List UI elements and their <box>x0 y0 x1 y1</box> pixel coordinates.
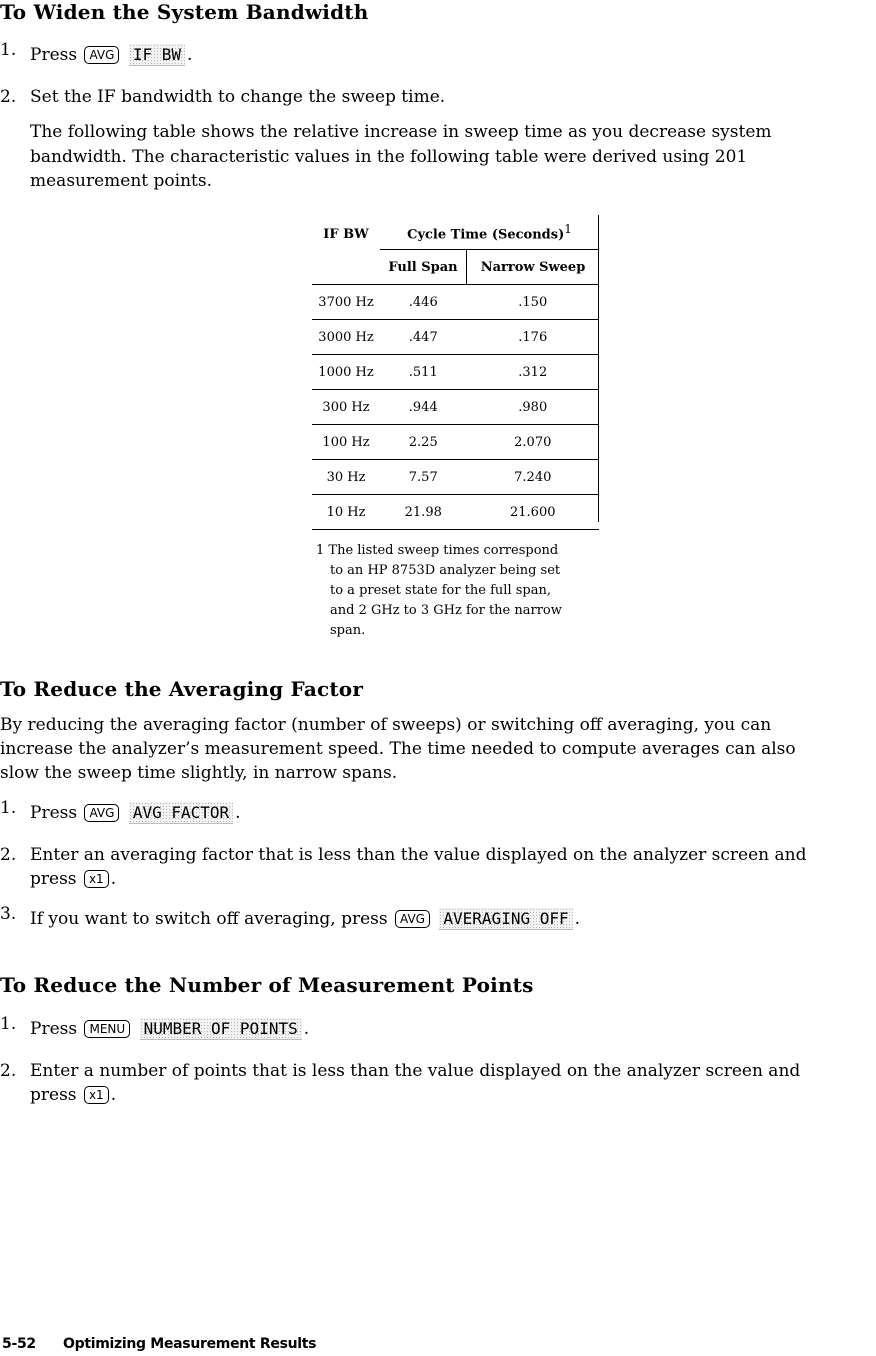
step-text: If you want to switch off averaging, press <box>30 909 388 929</box>
paragraph-line: By reducing the averaging factor (number of sweeps) or switching off averaging, you can <box>0 715 772 735</box>
step-end: . <box>303 1019 310 1039</box>
paragraph-line: slow the sweep time slightly, in narrow spans. <box>0 763 398 783</box>
avg-hardkey[interactable]: AVG <box>84 804 119 822</box>
step-press-x1 <box>30 869 116 889</box>
cell-bw: 30 Hz <box>312 460 380 495</box>
step-number: 2. <box>0 87 17 107</box>
step-number: 1. <box>0 1014 17 1034</box>
step-press-x1 <box>30 1085 116 1105</box>
avg-factor-softkey[interactable]: AVG FACTOR <box>129 802 233 824</box>
paragraph-line: increase the analyzer’s measurement speed. The time needed to compute averages can also <box>0 739 796 759</box>
footer-title: Optimizing Measurement Results <box>63 1336 317 1352</box>
step-press-number-of-points <box>30 1018 309 1040</box>
step-end: . <box>110 869 117 889</box>
table-row <box>312 460 599 495</box>
step-text: Enter an averaging factor that is less than the value displayed on the analyzer screen and <box>30 845 807 865</box>
number-of-points-softkey[interactable]: NUMBER OF POINTS <box>140 1018 302 1040</box>
section-title-widen-bandwidth: To Widen the System Bandwidth <box>0 0 369 24</box>
cell-bw: 300 Hz <box>312 390 380 425</box>
step-end: . <box>574 909 581 929</box>
cell-narrow-sweep: .980 <box>467 390 600 425</box>
step-text: Press <box>30 803 78 823</box>
step-number: 1. <box>0 40 17 60</box>
cell-bw: 10 Hz <box>312 495 380 530</box>
page-number: 5-52 <box>2 1336 36 1352</box>
step-text: Set the IF bandwidth to change the sweep time. <box>30 87 446 107</box>
cell-narrow-sweep: .150 <box>467 285 600 320</box>
table-row <box>312 320 599 355</box>
table-header-if-bw: IF BW <box>312 215 380 285</box>
table-header-full-span: Full Span <box>380 250 467 285</box>
cell-narrow-sweep: 2.070 <box>467 425 600 460</box>
if-bw-softkey[interactable]: IF BW <box>129 44 185 66</box>
table-header-cycle-time: Cycle Time (Seconds)$^1$ <box>380 215 599 250</box>
cell-full-span: .447 <box>380 320 467 355</box>
cell-narrow-sweep: .312 <box>467 355 600 390</box>
table-row <box>312 495 599 530</box>
table-row <box>312 425 599 460</box>
cell-bw: 1000 Hz <box>312 355 380 390</box>
avg-hardkey[interactable]: AVG <box>395 910 430 928</box>
cycle-time-table <box>312 215 599 530</box>
step-number: 1. <box>0 798 17 818</box>
paragraph-line: The following table shows the relative increase in sweep time as you decrease system <box>30 122 772 142</box>
step-text: Enter a number of points that is less than the value displayed on the analyzer screen and <box>30 1061 801 1081</box>
step-text: press <box>30 1085 77 1105</box>
footnote-marker: 1 <box>564 221 572 236</box>
step-averaging-off <box>30 908 580 930</box>
cell-bw: 3000 Hz <box>312 320 380 355</box>
x1-hardkey[interactable]: x1 <box>84 1086 109 1104</box>
averaging-off-softkey[interactable]: AVERAGING OFF <box>439 908 572 930</box>
step-text: Press <box>30 1019 78 1039</box>
step-number: 2. <box>0 845 17 865</box>
cell-full-span: 21.98 <box>380 495 467 530</box>
cell-full-span: .944 <box>380 390 467 425</box>
cell-narrow-sweep: 21.600 <box>467 495 600 530</box>
footnote-line: span. <box>330 623 366 638</box>
step-end: . <box>187 45 193 65</box>
section-title-reduce-points: To Reduce the Number of Measurement Points <box>0 973 534 997</box>
step-number: 2. <box>0 1061 17 1081</box>
step-text: Press <box>30 45 78 65</box>
step-end: . <box>235 803 241 823</box>
cell-bw: 3700 Hz <box>312 285 380 320</box>
cell-full-span: 2.25 <box>380 425 467 460</box>
step-press-if-bw <box>30 44 192 66</box>
cell-bw: 100 Hz <box>312 425 380 460</box>
paragraph-line: bandwidth. The characteristic values in the following table were derived using 201 <box>30 147 748 167</box>
footnote-line: to a preset state for the full span, <box>330 583 551 598</box>
table-row <box>312 390 599 425</box>
step-end: . <box>110 1085 117 1105</box>
paragraph-line: measurement points. <box>30 171 213 191</box>
step-press-avg-factor <box>30 802 241 824</box>
section-title-reduce-averaging: To Reduce the Averaging Factor <box>0 677 364 701</box>
footnote-line: and 2 GHz to 3 GHz for the narrow <box>330 603 562 618</box>
footnote-line: to an HP 8753D analyzer being set <box>330 563 561 578</box>
cell-full-span: .511 <box>380 355 467 390</box>
cell-narrow-sweep: .176 <box>467 320 600 355</box>
cell-narrow-sweep: 7.240 <box>467 460 600 495</box>
x1-hardkey[interactable]: x1 <box>84 870 109 888</box>
menu-hardkey[interactable]: MENU <box>84 1020 130 1038</box>
table-footnote <box>316 541 606 641</box>
footnote-line: 1 The listed sweep times correspond <box>316 543 559 558</box>
step-text: press <box>30 869 77 889</box>
step-number: 3. <box>0 904 17 924</box>
table-row <box>312 285 599 320</box>
table-row <box>312 355 599 390</box>
cell-full-span: .446 <box>380 285 467 320</box>
avg-hardkey[interactable]: AVG <box>84 46 119 64</box>
page-footer <box>2 1336 316 1352</box>
cell-full-span: 7.57 <box>380 460 467 495</box>
table-header-narrow-sweep: Narrow Sweep <box>467 250 600 285</box>
